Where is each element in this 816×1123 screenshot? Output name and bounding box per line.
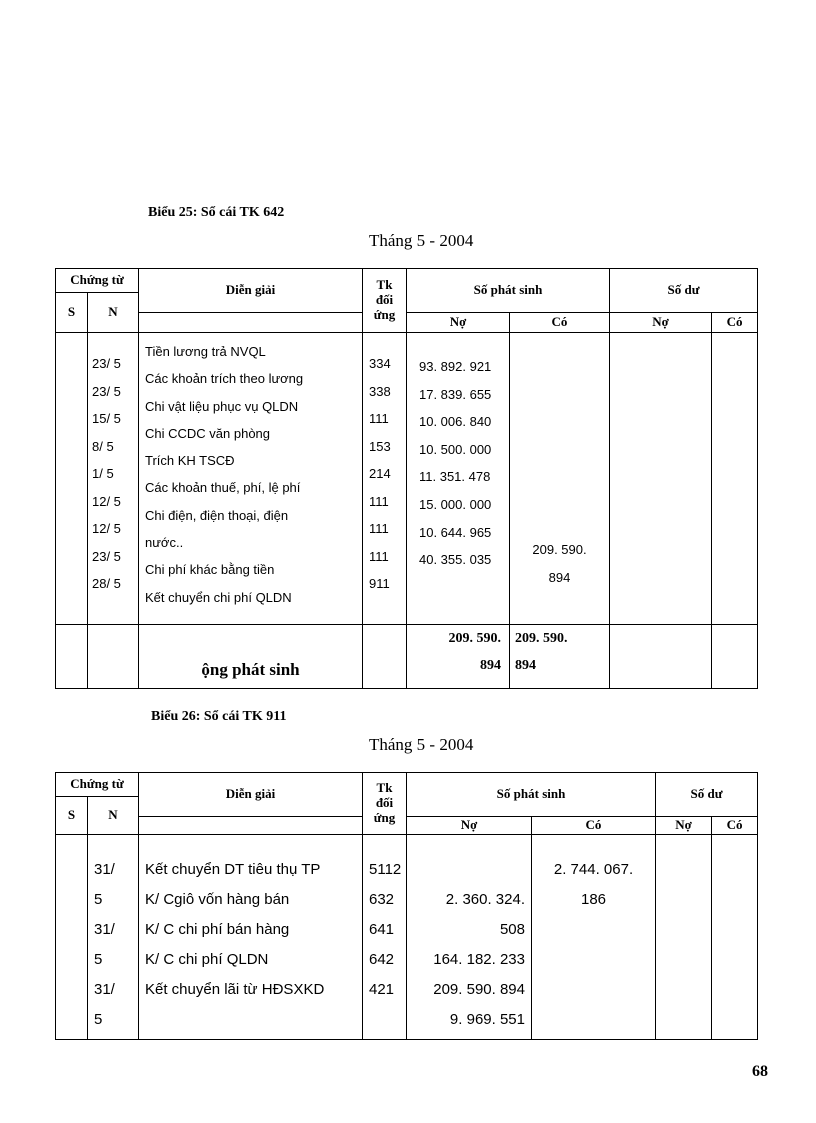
n-value: 1/ 5 — [92, 466, 114, 481]
account: 911 — [369, 576, 390, 591]
header-s: S — [56, 797, 88, 835]
n-value: 5 — [94, 891, 103, 908]
description: Kết chuyển DT tiêu thụ TP — [145, 861, 321, 878]
account: 111 — [369, 493, 389, 509]
description: Chi phí khác bằng tiền — [145, 562, 275, 578]
header-tk-doi-ung — [363, 773, 407, 835]
description: Các khoản thuế, phí, lệ phí — [145, 480, 301, 496]
account: 642 — [369, 951, 395, 968]
header-du-co: Có — [712, 313, 758, 333]
account: 111 — [369, 548, 389, 564]
account: 111 — [369, 411, 389, 426]
header-so-du: Số dư — [656, 773, 758, 817]
col-n — [88, 835, 139, 1040]
col-tk — [363, 835, 407, 1040]
header-dien-giai: Diễn giải — [139, 773, 363, 817]
section1-caption: Biểu 25: Sổ cái TK 642 — [148, 205, 285, 220]
header-tk-line3: ứng — [373, 306, 396, 322]
description: K/ Cgiô vốn hàng bán — [145, 891, 290, 908]
debit-value: 93. 892. 921 — [419, 359, 492, 374]
header-tk-line3: ứng — [373, 809, 396, 825]
header-du-no: Nợ — [656, 817, 712, 835]
n-value: 31/ — [94, 921, 115, 938]
col-s — [56, 333, 88, 625]
account: 632 — [369, 891, 395, 908]
header-chung-tu: Chứng từ — [56, 773, 139, 797]
header-s: S — [56, 293, 88, 333]
description: Kết chuyển lãi từ HĐSXKD — [145, 981, 325, 998]
col-tk — [363, 333, 407, 625]
header-du-co: Có — [712, 817, 758, 835]
header-co: Có — [532, 817, 656, 835]
description: Chi điện, điện thoại, điện — [145, 507, 289, 523]
header-tk-line1: Tk — [376, 780, 393, 796]
n-value: 5 — [94, 951, 103, 968]
credit-value: 209. 590. — [532, 542, 587, 557]
description: K/ C chi phí QLDN — [145, 951, 269, 968]
n-value: 23/ 5 — [92, 383, 121, 399]
total-label: ộng phát sinh — [201, 660, 300, 679]
n-value: 5 — [94, 1011, 103, 1028]
header-so-phat-sinh: Số phát sinh — [407, 773, 656, 817]
col-co — [510, 333, 610, 625]
debit-value: 9. 969. 551 — [449, 1011, 525, 1028]
total-label-cell — [139, 625, 363, 689]
n-value: 31/ — [94, 981, 115, 998]
debit-value: 40. 355. 035 — [419, 552, 492, 568]
n-value: 28/ 5 — [92, 576, 121, 591]
account: 641 — [369, 921, 395, 938]
header-so-du: Số dư — [610, 269, 758, 313]
col-dien-giai — [139, 835, 363, 1040]
col-du-no — [656, 835, 712, 1040]
description: K/ C chi phí bán hàng — [145, 921, 290, 938]
account: 214 — [369, 466, 391, 481]
debit-value: 17. 839. 655 — [419, 386, 492, 402]
debit-value: 11. 351. 478 — [419, 469, 491, 485]
col-dien-giai — [139, 333, 363, 625]
ledger-table-911 — [55, 772, 758, 1040]
col-du-co — [712, 333, 758, 625]
header-n: N — [88, 293, 139, 333]
total-debit-line: 894 — [480, 658, 501, 673]
page-number: 68 — [752, 1063, 768, 1080]
col-s — [56, 835, 88, 1040]
description: Trích KH TSCĐ — [145, 453, 235, 469]
debit-value: 10. 006. 840 — [419, 414, 492, 430]
debit-value: 10. 644. 965 — [419, 524, 492, 540]
header-tk-line2: đối — [375, 795, 394, 811]
description: Chi vật liệu phục vụ QLDN — [145, 398, 299, 414]
section2-month: Tháng 5 - 2004 — [369, 735, 474, 754]
col-du-no — [610, 333, 712, 625]
description: nước.. — [145, 535, 184, 551]
account: 334 — [369, 356, 391, 371]
header-tk-line2: đối — [375, 292, 394, 308]
n-value: 23/ 5 — [92, 548, 121, 564]
debit-value: 164. 182. 233 — [433, 951, 525, 968]
debit-value: 10. 500. 000 — [419, 441, 492, 457]
n-value: 15/ 5 — [92, 411, 121, 426]
header-du-no: Nợ — [610, 313, 712, 333]
credit-value: 186 — [580, 891, 607, 908]
debit-value: 209. 590. 894 — [433, 981, 525, 998]
header-dien-giai: Diễn giải — [139, 269, 363, 313]
header-co: Có — [510, 313, 610, 333]
header-no: Nợ — [407, 817, 532, 835]
account: 338 — [369, 383, 391, 399]
col-co — [532, 835, 656, 1040]
total-credit — [510, 625, 610, 689]
total-du-co — [712, 625, 758, 689]
debit-value: 15. 000. 000 — [419, 496, 492, 512]
total-s — [56, 625, 88, 689]
header-no: Nợ — [407, 313, 510, 333]
total-debit — [407, 625, 510, 689]
description: Kết chuyển chi phí QLDN — [145, 589, 292, 605]
description: Các khoản trích theo lương — [145, 371, 304, 387]
description: Chi CCDC văn phòng — [145, 425, 271, 441]
section2-caption: Biểu 26: Sổ cái TK 911 — [151, 709, 287, 724]
header-dien-giai-spacer — [139, 313, 363, 333]
col-n — [88, 333, 139, 625]
col-du-co — [712, 835, 758, 1040]
total-tk — [363, 625, 407, 689]
n-value: 8/ 5 — [92, 438, 114, 454]
n-value: 12/ 5 — [92, 521, 121, 536]
credit-value: 894 — [548, 570, 571, 585]
total-credit-line: 209. 590. — [515, 631, 568, 646]
account: 421 — [369, 981, 395, 998]
credit-value: 2. 744. 067. — [553, 861, 634, 878]
account: 5112 — [369, 861, 402, 878]
total-debit-line: 209. 590. — [448, 631, 501, 646]
col-no — [407, 835, 532, 1040]
header-chung-tu: Chứng từ — [56, 269, 139, 293]
description: Tiền lương trả NVQL — [145, 344, 266, 359]
account: 153 — [369, 438, 391, 454]
total-n — [88, 625, 139, 689]
debit-value: 2. 360. 324. — [445, 891, 525, 908]
header-tk-line1: Tk — [376, 277, 393, 293]
n-value: 23/ 5 — [92, 356, 121, 371]
header-dien-giai-spacer — [139, 817, 363, 835]
header-tk-doi-ung — [363, 269, 407, 333]
total-du-no — [610, 625, 712, 689]
ledger-table-642 — [55, 268, 758, 689]
col-no — [407, 333, 510, 625]
n-value: 12/ 5 — [92, 493, 121, 509]
n-value: 31/ — [94, 861, 115, 878]
account: 111 — [369, 521, 389, 536]
header-so-phat-sinh: Số phát sinh — [407, 269, 610, 313]
total-credit-line: 894 — [515, 658, 536, 673]
header-n: N — [88, 797, 139, 835]
debit-value: 508 — [499, 921, 525, 938]
section1-month: Tháng 5 - 2004 — [369, 231, 474, 250]
